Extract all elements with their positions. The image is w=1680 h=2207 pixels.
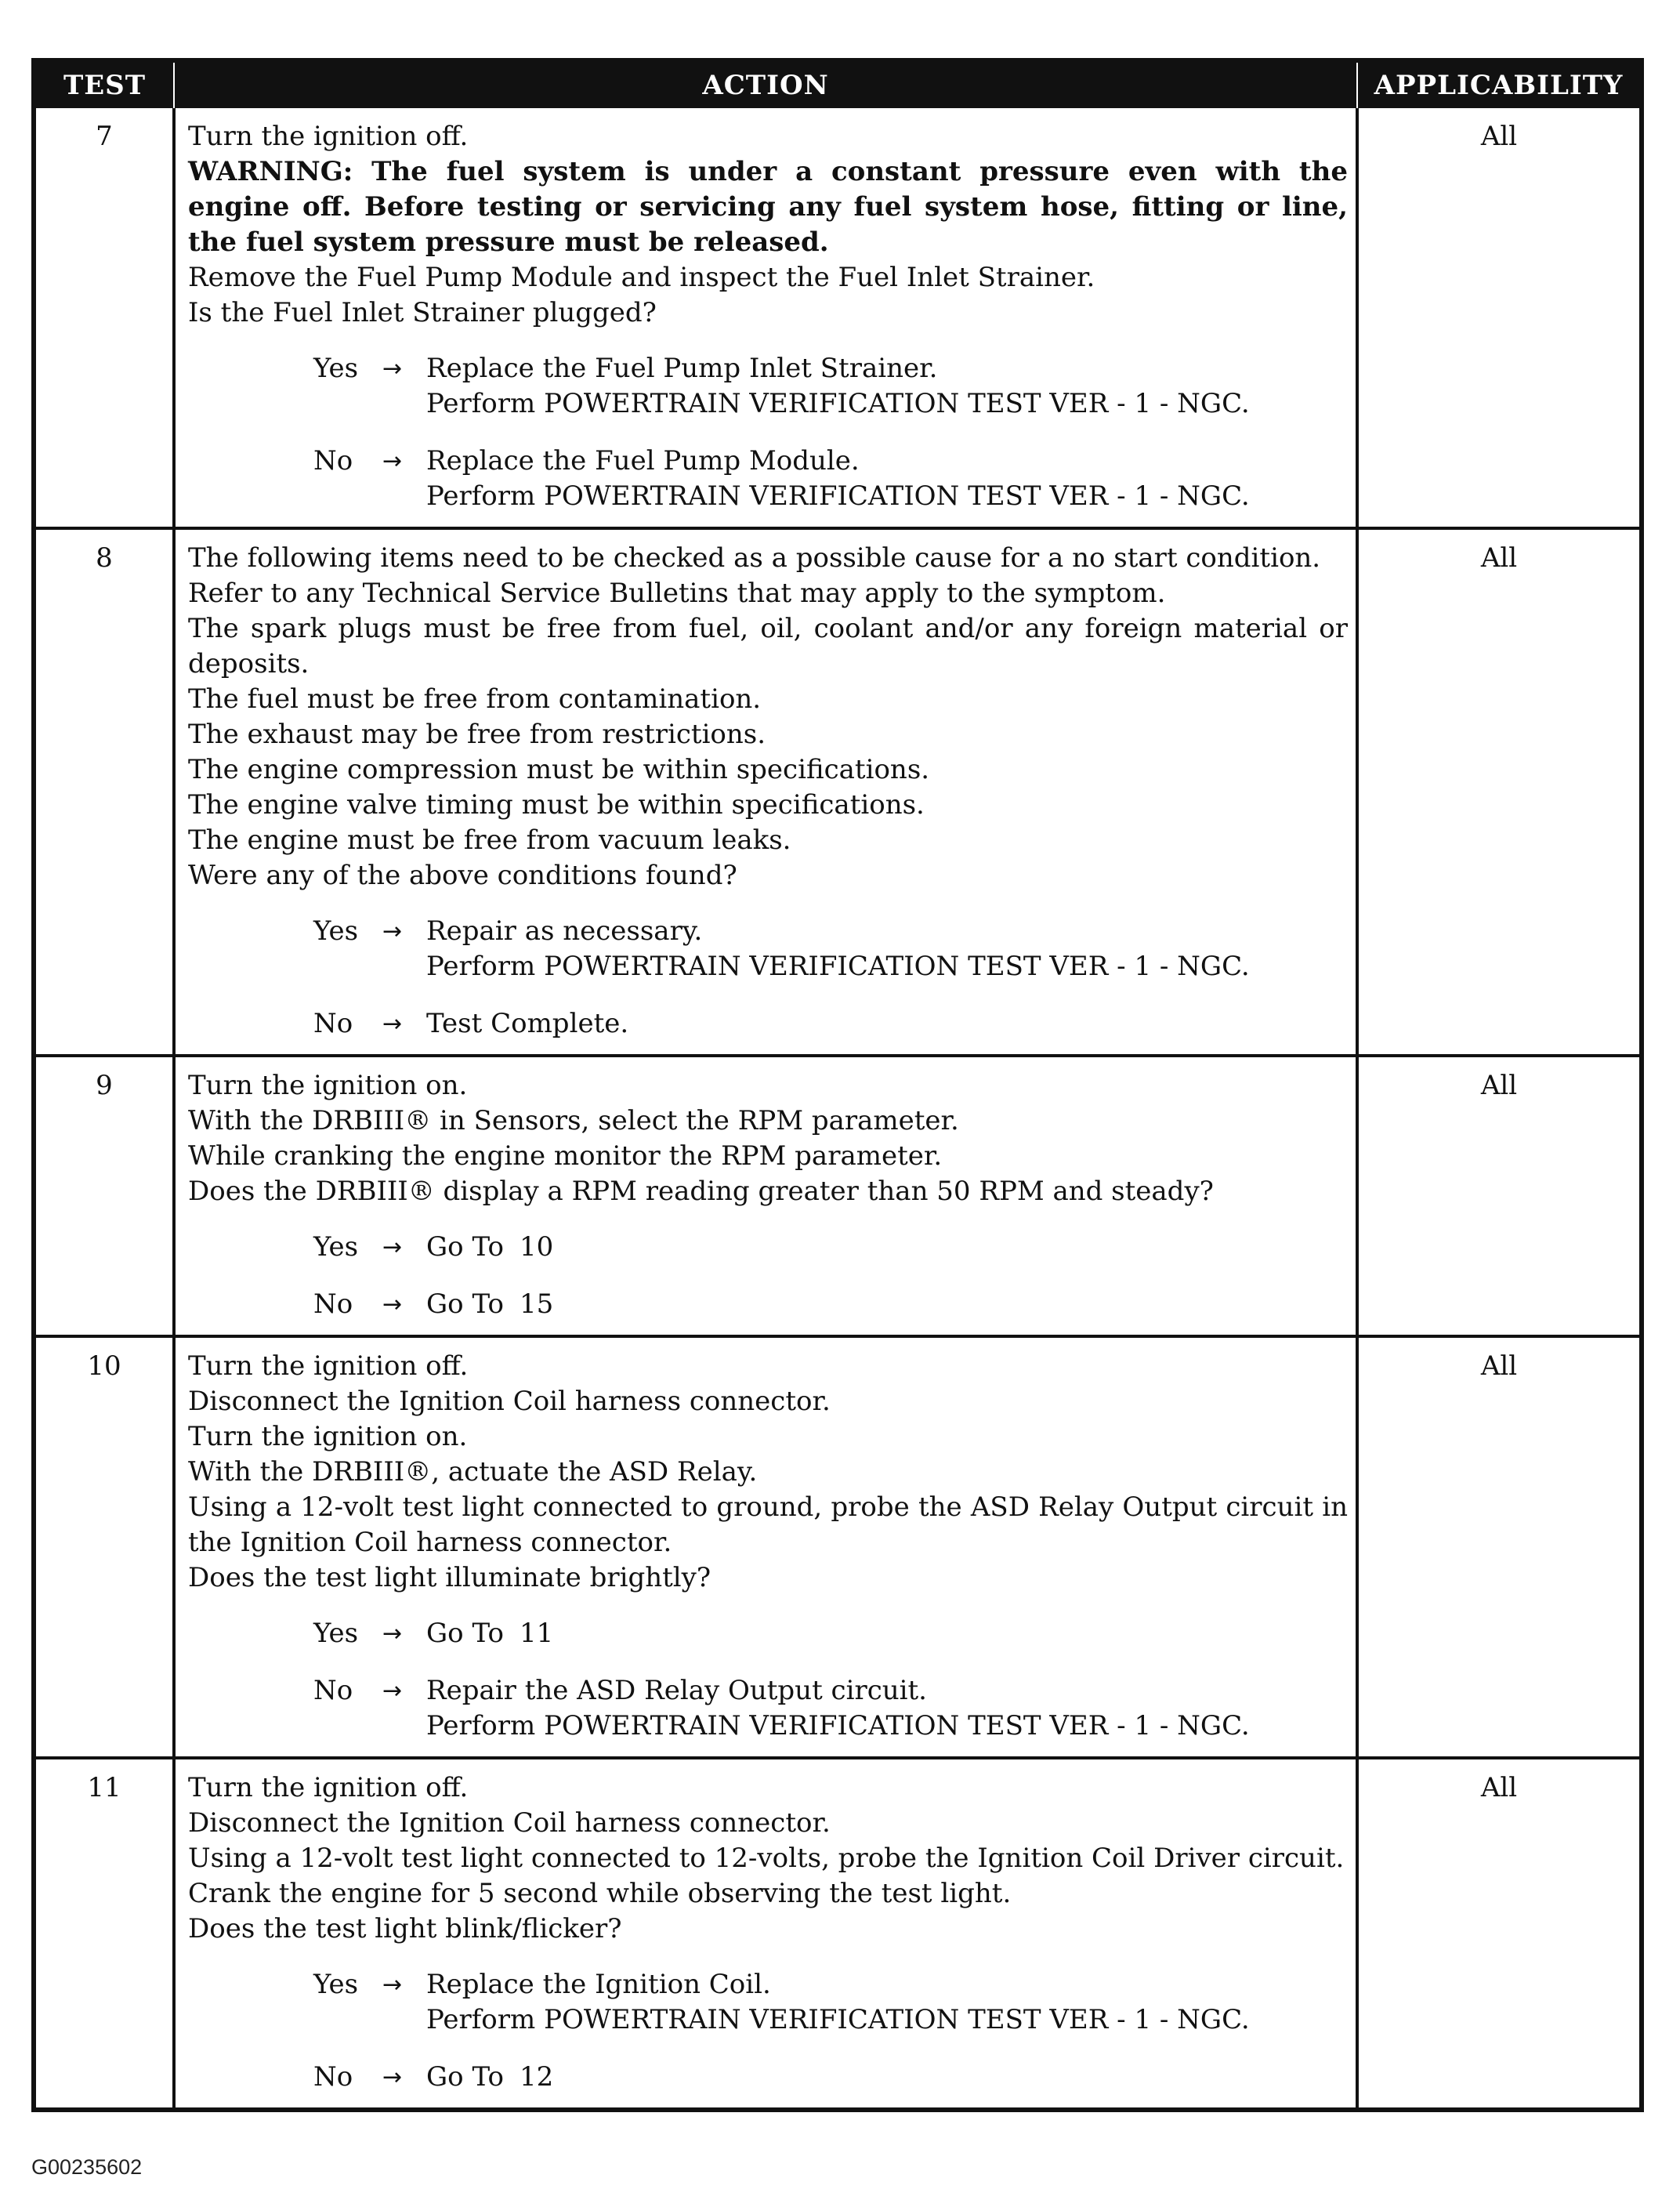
action-line: Disconnect the Ignition Coil harness connector. (188, 1807, 831, 1839)
arrow-icon: → (382, 1971, 403, 1999)
result-line: Replace the Fuel Pump Module. (426, 445, 860, 477)
outcome-result (426, 444, 1348, 514)
arrow-icon: → (382, 1620, 403, 1647)
answer-label: Yes (313, 1231, 359, 1263)
outcomes (188, 1967, 1348, 2095)
answer-label: No (313, 1675, 353, 1706)
action-line: The spark plugs must be free from fuel, oil, coolant and/or any foreign material or deposits. (188, 613, 1348, 679)
outcome-yes (313, 914, 1348, 984)
outcome-no (313, 1287, 1348, 1322)
action-line: Using a 12-volt test light connected to 12-volts, probe the Ignition Coil Driver circuit. (188, 1843, 1345, 1874)
diagnostic-table-frame (31, 58, 1644, 2112)
result-line: Test Complete. (426, 1008, 629, 1039)
action-line: Disconnect the Ignition Coil harness connector. (188, 1386, 831, 1417)
action-line: Refer to any Technical Service Bulletins that may apply to the symptom. (188, 578, 1166, 609)
result-line: Repair the ASD Relay Output circuit. (426, 1675, 927, 1706)
answer-label: No (313, 445, 353, 477)
applicability-cell: All (1357, 1758, 1639, 2107)
action-line: Turn the ignition off. (188, 1772, 469, 1803)
answer-label: Yes (313, 353, 359, 384)
goto-label: Go To (426, 1288, 504, 1320)
warning-text: WARNING: The fuel system is under a constant pressure even with the engine off. Before testing or servicing any fuel system hose, fitting or line, the fuel system pressure must be released. (188, 156, 1348, 258)
test-number: 8 (36, 528, 174, 1056)
result-line: Replace the Fuel Pump Inlet Strainer. (426, 353, 938, 384)
result-line: Perform POWERTRAIN VERIFICATION TEST VER - 1 - NGC. (426, 480, 1250, 512)
goto-target: 15 (519, 1288, 554, 1320)
applicability-cell: All (1357, 1336, 1639, 1758)
arrow-icon: → (382, 355, 403, 382)
arrow-icon: → (382, 1234, 403, 1261)
action-line: The engine valve timing must be within specifications. (188, 789, 925, 821)
action-line: The following items need to be checked as a possible cause for a no start condition. (188, 542, 1321, 574)
arrow-icon: → (382, 2064, 403, 2091)
outcome-yes (313, 1967, 1348, 2038)
result-line: Perform POWERTRAIN VERIFICATION TEST VER - 1 - NGC. (426, 388, 1250, 419)
action-cell (174, 1336, 1357, 1758)
outcome-no (313, 444, 1348, 514)
action-line: Using a 12-volt test light connected to ground, probe the ASD Relay Output circuit in the Ignition Coil harness connector. (188, 1491, 1348, 1558)
goto-target: 11 (519, 1618, 554, 1649)
outcome-result (426, 1967, 1348, 2038)
goto-label: Go To (426, 2061, 504, 2093)
test-number: 11 (36, 1758, 174, 2107)
outcome-yes (313, 1616, 1348, 1651)
answer-label: Yes (313, 1618, 359, 1649)
result-line: Perform POWERTRAIN VERIFICATION TEST VER - 1 - NGC. (426, 1710, 1250, 1741)
action-line: While cranking the engine monitor the RPM parameter. (188, 1140, 943, 1172)
goto-label: Go To (426, 1618, 504, 1649)
action-question: Does the test light blink/flicker? (188, 1913, 622, 1944)
table-row (36, 1758, 1639, 2107)
header-action: ACTION (174, 63, 1357, 108)
outcomes (188, 351, 1348, 514)
outcomes (188, 914, 1348, 1042)
action-cell (174, 528, 1357, 1056)
figure-id: G00235602 (31, 2155, 143, 2179)
table-header-row (36, 63, 1639, 108)
outcome-result (426, 1230, 1348, 1265)
arrow-icon: → (382, 1010, 403, 1038)
result-line: Replace the Ignition Coil. (426, 1969, 771, 2000)
action-cell (174, 1056, 1357, 1336)
outcome-result (426, 2060, 1348, 2095)
header-test: TEST (36, 63, 174, 108)
answer-label: Yes (313, 915, 359, 947)
table-row (36, 1336, 1639, 1758)
action-line: Turn the ignition off. (188, 121, 469, 152)
result-line: Perform POWERTRAIN VERIFICATION TEST VER - 1 - NGC. (426, 951, 1250, 982)
action-line: Remove the Fuel Pump Module and inspect the Fuel Inlet Strainer. (188, 262, 1095, 293)
outcome-result (426, 351, 1348, 422)
action-line: With the DRBIII®, actuate the ASD Relay. (188, 1456, 758, 1488)
action-cell (174, 1758, 1357, 2107)
action-question: Were any of the above conditions found? (188, 860, 737, 891)
test-number: 9 (36, 1056, 174, 1336)
applicability-cell: All (1357, 108, 1639, 528)
applicability-cell: All (1357, 1056, 1639, 1336)
goto-label: Go To (426, 1231, 504, 1263)
outcome-no (313, 1006, 1348, 1042)
outcome-yes (313, 1230, 1348, 1265)
goto-target: 12 (519, 2061, 554, 2093)
goto-target: 10 (519, 1231, 554, 1263)
action-line: The fuel must be free from contamination. (188, 683, 762, 715)
action-question: Does the test light illuminate brightly? (188, 1562, 711, 1593)
outcome-result (426, 1287, 1348, 1322)
header-applicability: APPLICABILITY (1357, 63, 1639, 108)
action-cell (174, 108, 1357, 528)
outcome-no (313, 1673, 1348, 1744)
result-line: Perform POWERTRAIN VERIFICATION TEST VER - 1 - NGC. (426, 2004, 1250, 2035)
outcomes (188, 1230, 1348, 1322)
action-line: The engine compression must be within specifications. (188, 754, 930, 785)
action-line: Crank the engine for 5 second while observing the test light. (188, 1878, 1012, 1909)
answer-label: Yes (313, 1969, 359, 2000)
action-line: The exhaust may be free from restrictions. (188, 719, 766, 750)
action-line: Turn the ignition on. (188, 1421, 468, 1452)
table-row (36, 1056, 1639, 1336)
arrow-icon: → (382, 918, 403, 945)
action-question: Is the Fuel Inlet Strainer plugged? (188, 297, 657, 328)
applicability-cell: All (1357, 528, 1639, 1056)
outcome-result (426, 1616, 1348, 1651)
action-line: With the DRBIII® in Sensors, select the RPM parameter. (188, 1105, 959, 1136)
outcome-result (426, 1673, 1348, 1744)
action-line: The engine must be free from vacuum leaks. (188, 824, 791, 856)
outcome-no (313, 2060, 1348, 2095)
outcomes (188, 1616, 1348, 1744)
arrow-icon: → (382, 1291, 403, 1318)
answer-label: No (313, 1288, 353, 1320)
arrow-icon: → (382, 448, 403, 475)
answer-label: No (313, 2061, 353, 2093)
test-number: 10 (36, 1336, 174, 1758)
action-line: Turn the ignition off. (188, 1350, 469, 1382)
diagnostic-test-table (36, 63, 1639, 2107)
test-number: 7 (96, 121, 113, 152)
result-line: Repair as necessary. (426, 915, 703, 947)
action-line: Turn the ignition on. (188, 1070, 468, 1101)
action-question: Does the DRBIII® display a RPM reading greater than 50 RPM and steady? (188, 1176, 1214, 1207)
table-row (36, 528, 1639, 1056)
table-row (36, 108, 1639, 528)
outcome-result (426, 1006, 1348, 1042)
outcome-yes (313, 351, 1348, 422)
answer-label: No (313, 1008, 353, 1039)
arrow-icon: → (382, 1677, 403, 1705)
outcome-result (426, 914, 1348, 984)
